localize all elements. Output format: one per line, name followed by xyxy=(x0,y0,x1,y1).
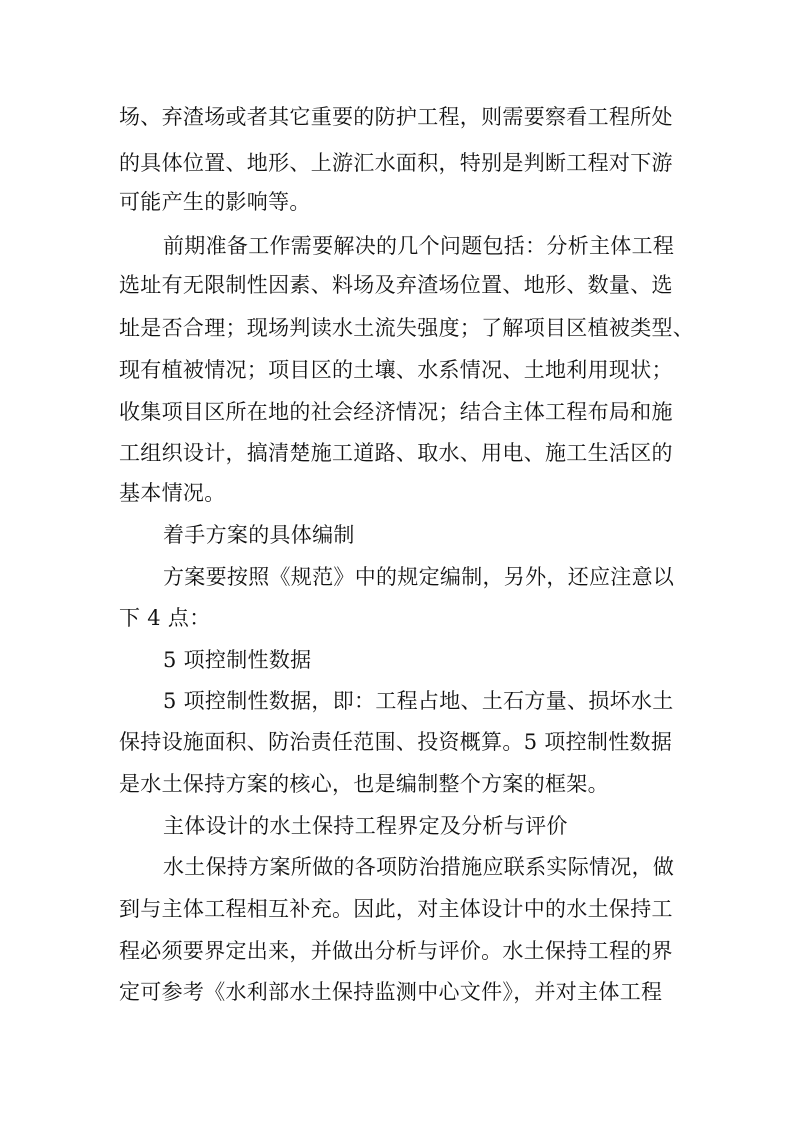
text-line: 程必须要界定出来，并做出分析与评价。水土保持工程的界 xyxy=(119,939,673,963)
section-heading: 主体设计的水土保持工程界定及分析与评价 xyxy=(163,814,568,838)
paragraph-start-line: 5 项控制性数据，即：工程占地、土石方量、损坏水土 xyxy=(163,689,674,713)
text-line: 下 4 点： xyxy=(119,606,211,630)
text-line: 的具体位置、地形、上游汇水面积，特别是判断工程对下游 xyxy=(119,151,673,175)
text-line: 到与主体工程相互补充。因此，对主体设计中的水土保持工 xyxy=(119,897,673,921)
text-line: 收集项目区所在地的社会经济情况；结合主体工程布局和施 xyxy=(119,400,673,424)
text-line: 工组织设计，搞清楚施工道路、取水、用电、施工生活区的 xyxy=(119,441,673,465)
text-line: 选址有无限制性因素、料场及弃渣场位置、地形、数量、选 xyxy=(119,273,673,297)
section-heading: 5 项控制性数据 xyxy=(163,648,312,672)
text-line: 可能产生的影响等。 xyxy=(119,190,311,214)
text-line: 是水土保持方案的核心，也是编制整个方案的框架。 xyxy=(119,772,609,796)
paragraph-start-line: 水土保持方案所做的各项防治措施应联系实际情况，做 xyxy=(163,855,675,879)
text-line: 保持设施面积、防治责任范围、投资概算。5 项控制性数据 xyxy=(119,730,673,754)
text-line: 场、弃渣场或者其它重要的防护工程，则需要察看工程所处 xyxy=(119,105,673,129)
paragraph-start-line: 前期准备工作需要解决的几个问题包括：分析主体工程 xyxy=(163,234,675,258)
section-heading: 着手方案的具体编制 xyxy=(163,523,355,547)
text-line: 现有植被情况；项目区的土壤、水系情况、土地利用现状； xyxy=(119,358,673,382)
text-line: 基本情况。 xyxy=(119,481,226,505)
text-line: 定可参考《水利部水土保持监测中心文件》，并对主体工程 xyxy=(119,980,663,1004)
paragraph-start-line: 方案要按照《规范》中的规定编制，另外，还应注意以 xyxy=(163,565,675,589)
text-line: 址是否合理；现场判读水土流失强度；了解项目区植被类型、 xyxy=(119,316,695,340)
